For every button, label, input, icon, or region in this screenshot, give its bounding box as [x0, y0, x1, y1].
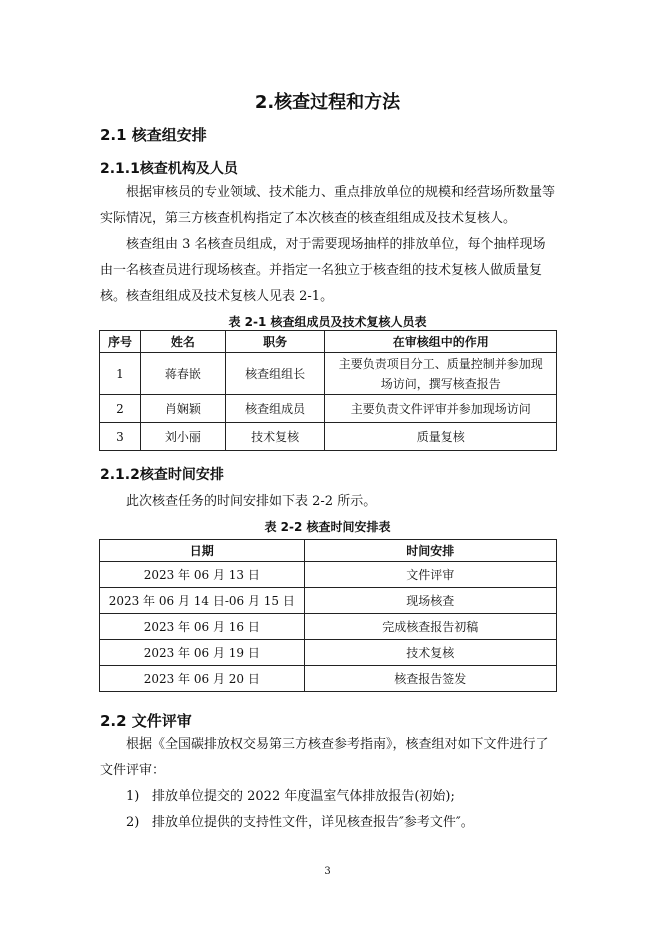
table-row: [100, 353, 557, 395]
column-header: 在审核组中的作用: [325, 331, 557, 353]
table-row: [100, 666, 557, 692]
table-row: [100, 614, 557, 640]
heading-2-1-1: 2.1.1核查机构及人员: [100, 161, 238, 177]
table-cell: 2023 年 06 月 20 日: [100, 666, 305, 692]
table-cell: 2023 年 06 月 19 日: [100, 640, 305, 666]
table-cell: 主要负责文件评审并参加现场访问: [325, 395, 557, 423]
table-cell: 2023 年 06 月 14 日-06 月 15 日: [100, 588, 305, 614]
table-cell: 现场核查: [304, 588, 556, 614]
column-header: 职务: [225, 331, 325, 353]
column-header: 时间安排: [304, 540, 556, 562]
table-row: [100, 423, 557, 451]
list-item-number: 1): [126, 789, 140, 804]
schedule-table: [99, 539, 557, 692]
table-row: [100, 395, 557, 423]
table-header-row: [100, 331, 557, 353]
table-cell: 核查组组长: [225, 353, 325, 395]
paragraph-2-1-1-b: 核查组由 3 名核查员组成，对于需要现场抽样的排放单位，每个抽样现场由一名核查员进行现场核查。并指定一名独立于核查组的技术复核人做质量复核。核查组组成及技术复核人见表 2-1。: [100, 237, 546, 304]
table-cell: 2: [100, 395, 141, 423]
paragraph-2-1-2: 此次核查任务的时间安排如下表 2-2 所示。: [126, 494, 377, 509]
table-cell: 文件评审: [304, 562, 556, 588]
table-cell: 技术复核: [225, 423, 325, 451]
table-cell: 2023 年 06 月 16 日: [100, 614, 305, 640]
column-header: 序号: [100, 331, 141, 353]
list-item-number: 2): [126, 815, 140, 830]
table-row: [100, 640, 557, 666]
table-cell: 蒋春嵌: [140, 353, 225, 395]
heading-2-2: 2.2 文件评审: [100, 712, 192, 730]
paragraph-2-1-1-a: 根据审核员的专业领域、技术能力、重点排放单位的规模和经营场所数量等实际情况，第三方核查机构指定了本次核查的核查组组成及技术复核人。: [100, 185, 556, 226]
table-cell: 完成核查报告初稿: [304, 614, 556, 640]
table-cell: 肖娴颖: [140, 395, 225, 423]
team-table: [99, 330, 557, 451]
page-number: 3: [324, 866, 331, 877]
table-cell: 3: [100, 423, 141, 451]
list-item: 排放单位提供的支持性文件，详见核查报告″参考文件″。: [152, 815, 474, 830]
heading-2-1-2: 2.1.2核查时间安排: [100, 467, 224, 483]
table-cell: 质量复核: [325, 423, 557, 451]
table-header-row: [100, 540, 557, 562]
table-cell: 主要负责项目分工、质量控制并参加现场访问，撰写核查报告: [325, 353, 557, 395]
table-cell: 刘小丽: [140, 423, 225, 451]
section-title: 2.核查过程和方法: [254, 92, 401, 113]
table-2-2-caption: 表 2-2 核查时间安排表: [264, 520, 391, 534]
list-item: 排放单位提交的 2022 年度温室气体排放报告(初始);: [152, 789, 455, 804]
table-2-1-caption: 表 2-1 核查组成员及技术复核人员表: [228, 315, 427, 329]
table-cell: 核查报告签发: [304, 666, 556, 692]
table-cell: 2023 年 06 月 13 日: [100, 562, 305, 588]
table-cell: 技术复核: [304, 640, 556, 666]
column-header: 姓名: [140, 331, 225, 353]
paragraph-2-2: 根据《全国碳排放权交易第三方核查参考指南》，核查组对如下文件进行了文件评审：: [100, 737, 549, 778]
column-header: 日期: [100, 540, 305, 562]
table-cell: 1: [100, 353, 141, 395]
heading-2-1: 2.1 核查组安排: [100, 126, 207, 144]
table-cell: 核查组成员: [225, 395, 325, 423]
table-row: [100, 562, 557, 588]
table-row: [100, 588, 557, 614]
